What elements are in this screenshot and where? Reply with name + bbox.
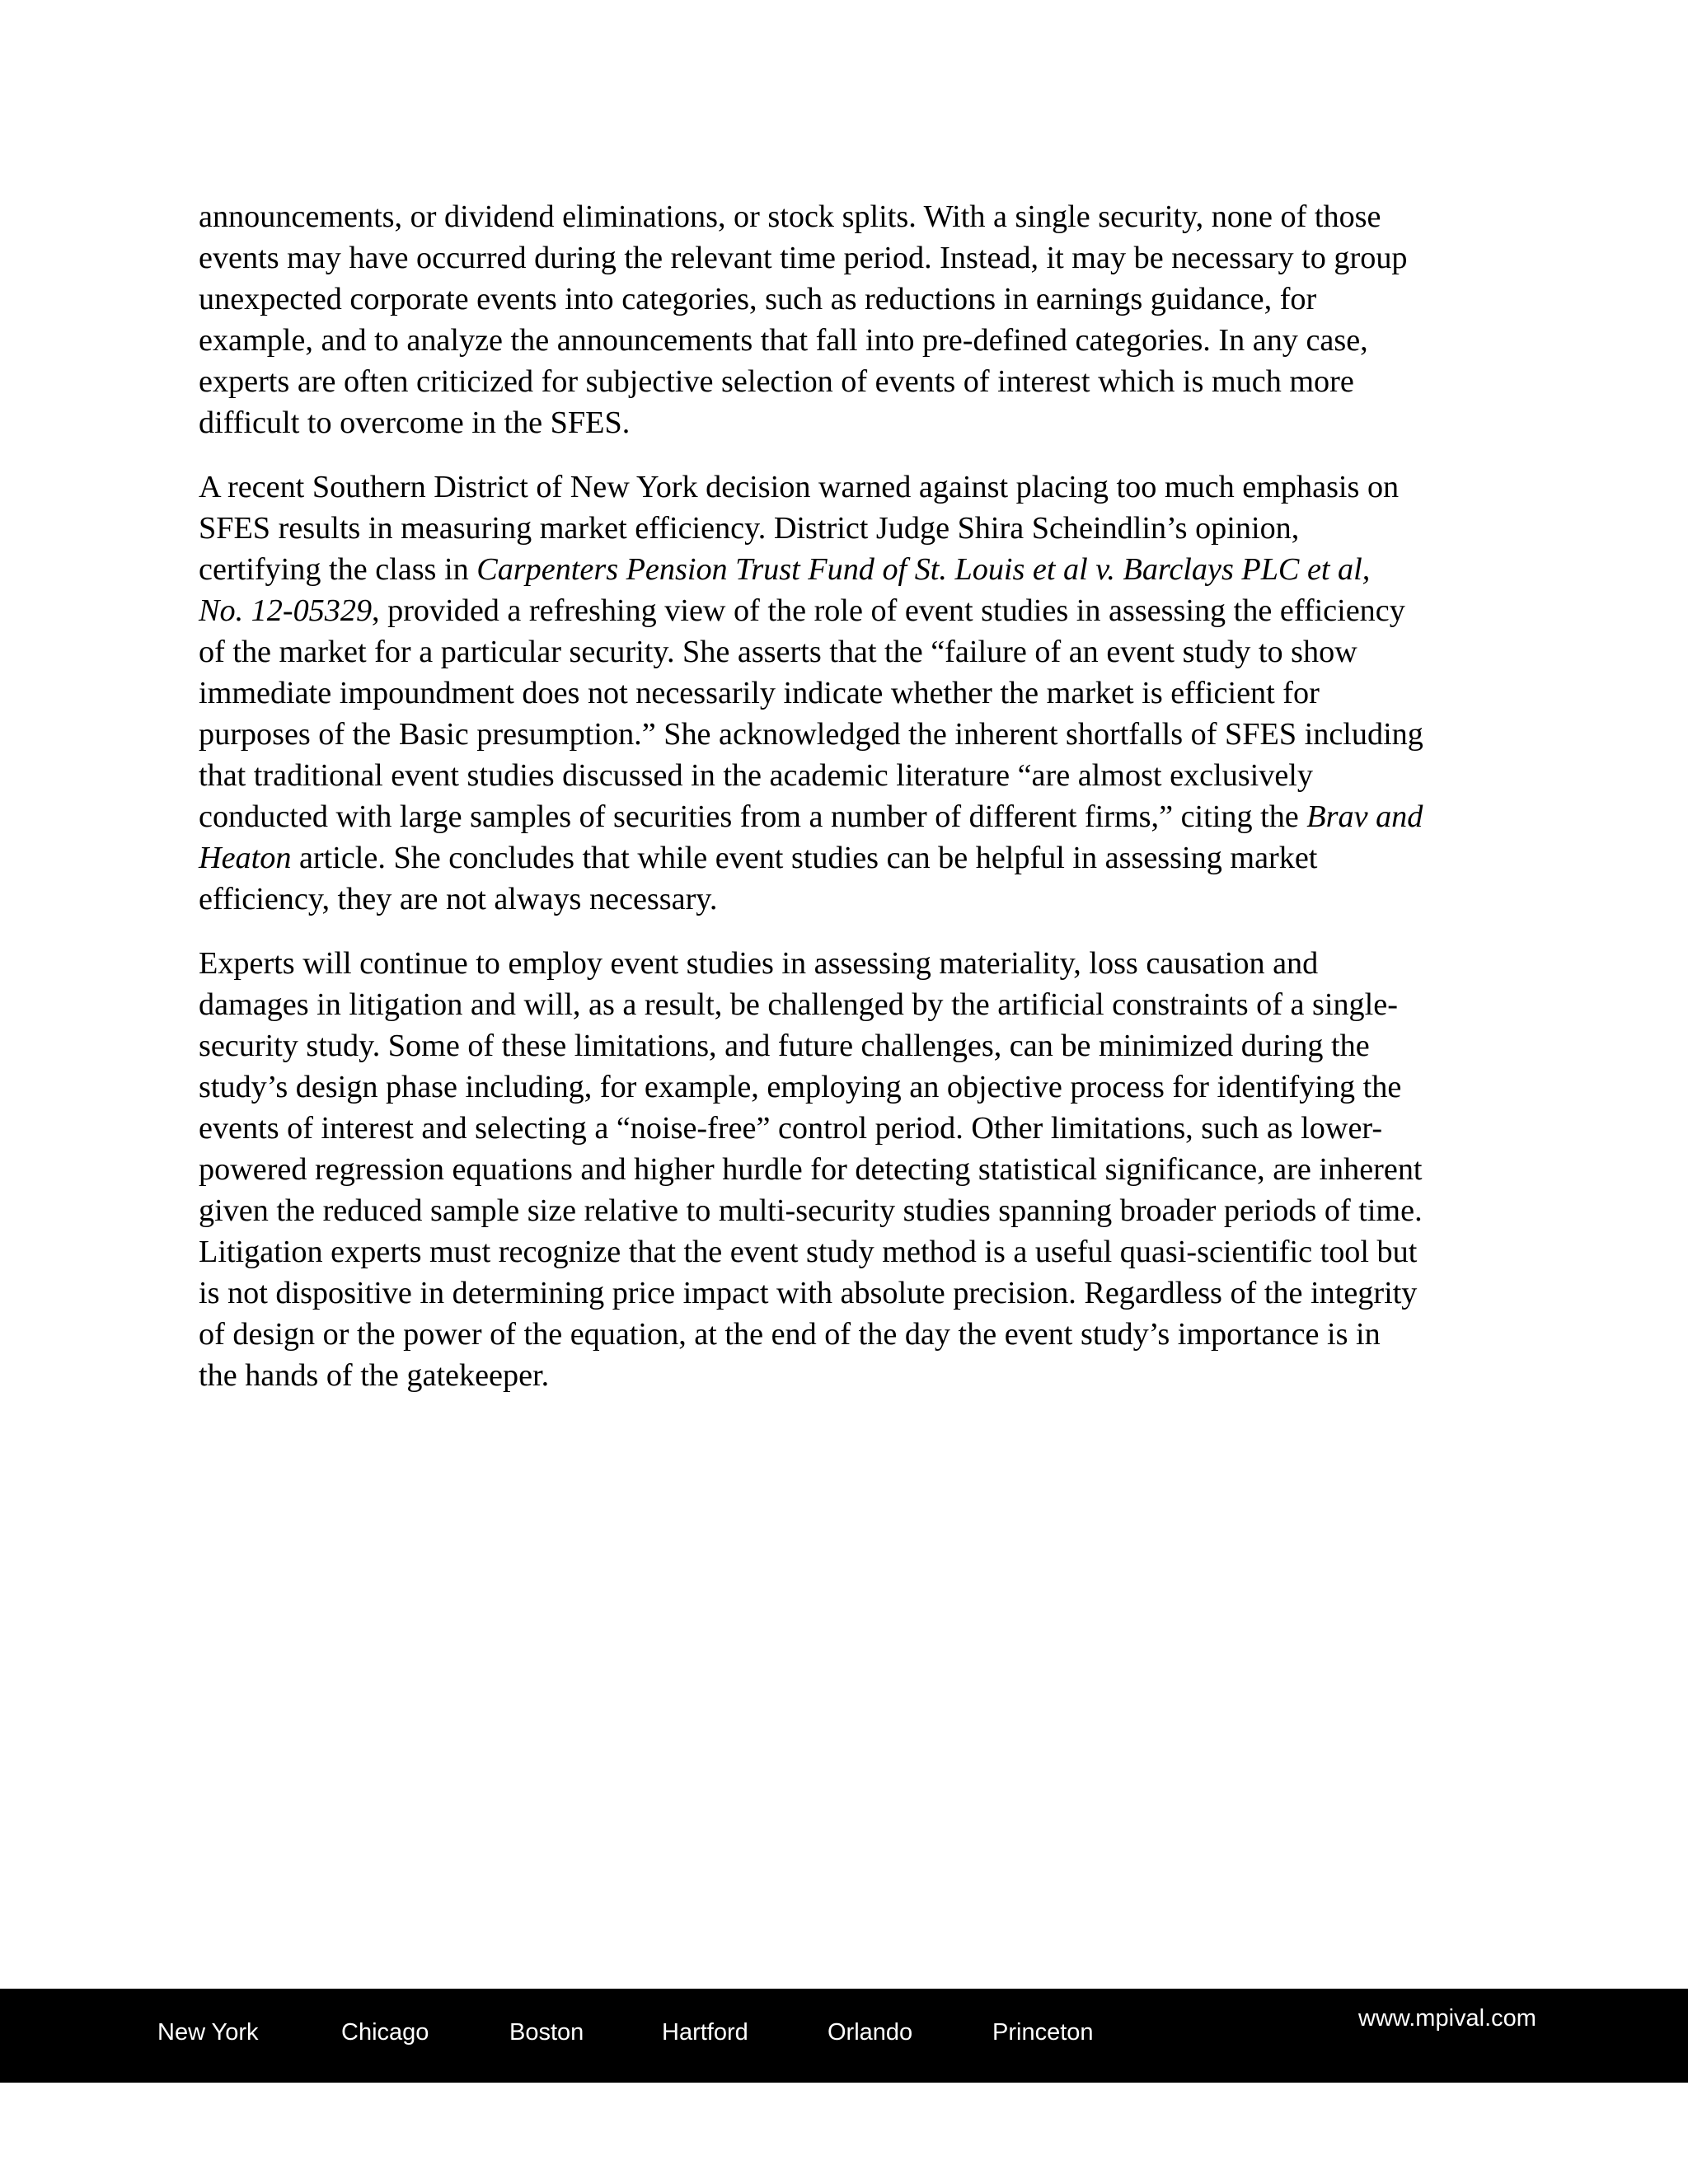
text-line: given the reduced sample size relative to multi-security studies spanning broader periods of time. [199,1193,1423,1228]
text-line: security study. Some of these limitations, and future challenges, can be minimized during the [199,1029,1370,1063]
text-line: experts are often criticized for subjective selection of events of interest which is much more [199,364,1354,399]
text-line: announcements, or dividend eliminations, or stock splits. With a single security, none of those [199,199,1381,234]
text-line: of design or the power of the equation, at the end of the day the event study’s importance is in [199,1317,1381,1352]
text-line: powered regression equations and higher hurdle for detecting statistical significance, are inherent [199,1152,1423,1187]
text-line: is not dispositive in determining price impact with absolute precision. Regardless of the integrity [199,1276,1418,1310]
text-line: study’s design phase including, for example, employing an objective process for identifying the [199,1070,1402,1104]
footer-website-link[interactable]: www.mpival.com [1358,2005,1536,2032]
footer-city-orlando: Orlando [828,2019,913,2046]
text-line: Experts will continue to employ event studies in assessing materiality, loss causation and [199,946,1319,981]
text-line: events of interest and selecting a “noise-free” control period. Other limitations, such as lower- [199,1111,1383,1146]
text-line: purposes of the Basic presumption.” She acknowledged the inherent shortfalls of SFES including [199,717,1423,752]
text-line: Heaton article. She concludes that while event studies can be helpful in assessing market [199,841,1318,875]
footer-city-chicago: Chicago [341,2019,429,2046]
case-number: No. 12-05329 [199,593,373,628]
article-citation: Heaton [199,841,292,875]
text-line: A recent Southern District of New York decision warned against placing too much emphasis on [199,470,1400,504]
paragraph-events [199,196,1506,443]
text-line: efficiency, they are not always necessary. [199,882,718,916]
text-line: immediate impoundment does not necessarily indicate whether the market is efficient for [199,676,1320,710]
text-line: unexpected corporate events into categories, such as reductions in earnings guidance, for [199,282,1317,316]
footer-city-princeton: Princeton [992,2019,1094,2046]
paragraph-court-decision [199,466,1506,920]
text-line: SFES results in measuring market efficiency. District Judge Shira Scheindlin’s opinion, [199,511,1300,546]
footer-city-hartford: Hartford [662,2019,748,2046]
text-line: of the market for a particular security. She asserts that the “failure of an event study to show [199,635,1357,669]
text-line: that traditional event studies discussed in the academic literature “are almost exclusively [199,758,1314,793]
document-body [199,196,1506,1419]
text-line: damages in litigation and will, as a result, be challenged by the artificial constraints of a single- [199,987,1398,1022]
text-line: difficult to overcome in the SFES. [199,405,631,440]
text-line: No. 12-05329, provided a refreshing view of the role of event studies in assessing the efficiency [199,593,1405,628]
office-locations-footer [0,1989,1688,2083]
text-line: example, and to analyze the announcements that fall into pre-defined categories. In any case, [199,323,1368,358]
paragraph-conclusion [199,943,1506,1396]
case-citation: Carpenters Pension Trust Fund of St. Louis et al v. Barclays PLC et al, [476,552,1371,587]
footer-city-boston: Boston [509,2019,584,2046]
text-line: the hands of the gatekeeper. [199,1358,550,1393]
article-citation: Brav and [1306,799,1423,834]
footer-city-new-york: New York [157,2019,259,2046]
text-line: certifying the class in Carpenters Pension Trust Fund of St. Louis et al v. Barclays PLC et al, [199,552,1371,587]
text-line: events may have occurred during the relevant time period. Instead, it may be necessary to group [199,241,1408,275]
text-line: conducted with large samples of securities from a number of different firms,” citing the Brav and [199,799,1423,834]
text-line: Litigation experts must recognize that the event study method is a useful quasi-scientific tool but [199,1235,1418,1269]
